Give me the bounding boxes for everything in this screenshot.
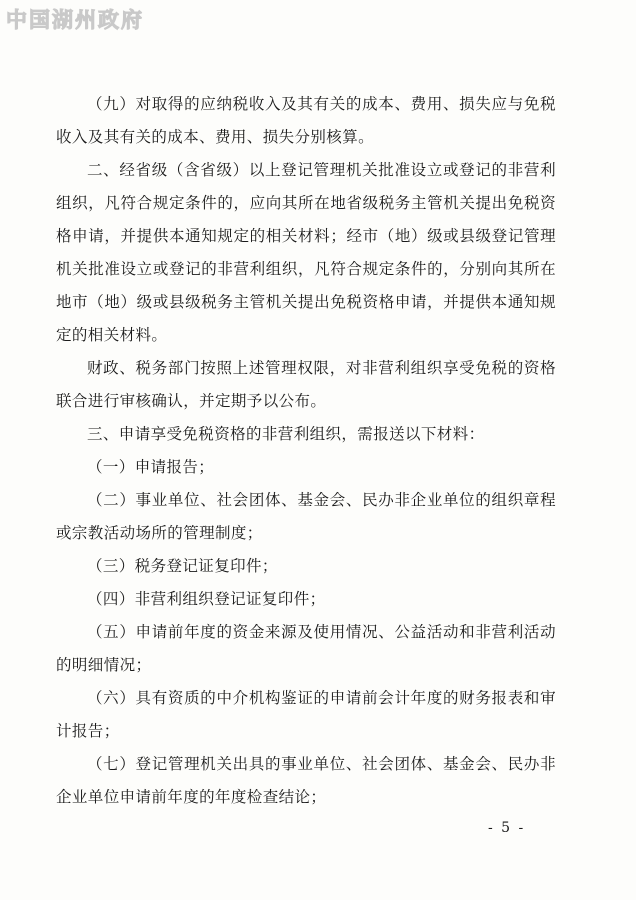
paragraph: （九）对取得的应纳税收入及其有关的成本、费用、损失应与免税收入及其有关的成本、费用、损失分别核算。 — [56, 95, 556, 146]
paragraph: 三、申请享受免税资格的非营利组织，需报送以下材料： — [87, 425, 485, 443]
watermark-logo: 中国湖州政府 — [6, 7, 144, 32]
paragraph: （四）非营利组织登记证复印件； — [87, 590, 326, 608]
paragraph: （二）事业单位、社会团体、基金会、民办非企业单位的组织章程或宗教活动场所的管理制度； — [56, 491, 556, 542]
paragraph: （三）税务登记证复印件； — [87, 557, 278, 575]
paragraph: （七）登记管理机关出具的事业单位、社会团体、基金会、民办非企业单位申请前年度的年度检查结论； — [56, 755, 556, 806]
paragraph: （五）申请前年度的资金来源及使用情况、公益活动和非营利活动的明细情况； — [56, 623, 556, 674]
paragraph: 财政、税务部门按照上述管理权限，对非营利组织享受免税的资格联合进行审核确认，并定期予以公布。 — [56, 359, 556, 410]
paragraph: （一）申请报告； — [87, 458, 215, 476]
document-body — [56, 88, 556, 814]
paragraph: 二、经省级（含省级）以上登记管理机关批准设立或登记的非营利组织，凡符合规定条件的，应向其所在地省级税务主管机关提出免税资格申请，并提供本通知规定的相关材料；经市（地）级或县级登记管理机关批准设立或登记的非营利组织，凡符合规定条件的，分别向其所在地市（地）级或县级税务主管机关提出免税资格申请，并提供本通知规定的相关材料。 — [56, 161, 556, 344]
page-number: - 5 - — [488, 820, 526, 836]
paragraph: （六）具有资质的中介机构鉴证的申请前会计年度的财务报表和审计报告； — [56, 689, 556, 740]
